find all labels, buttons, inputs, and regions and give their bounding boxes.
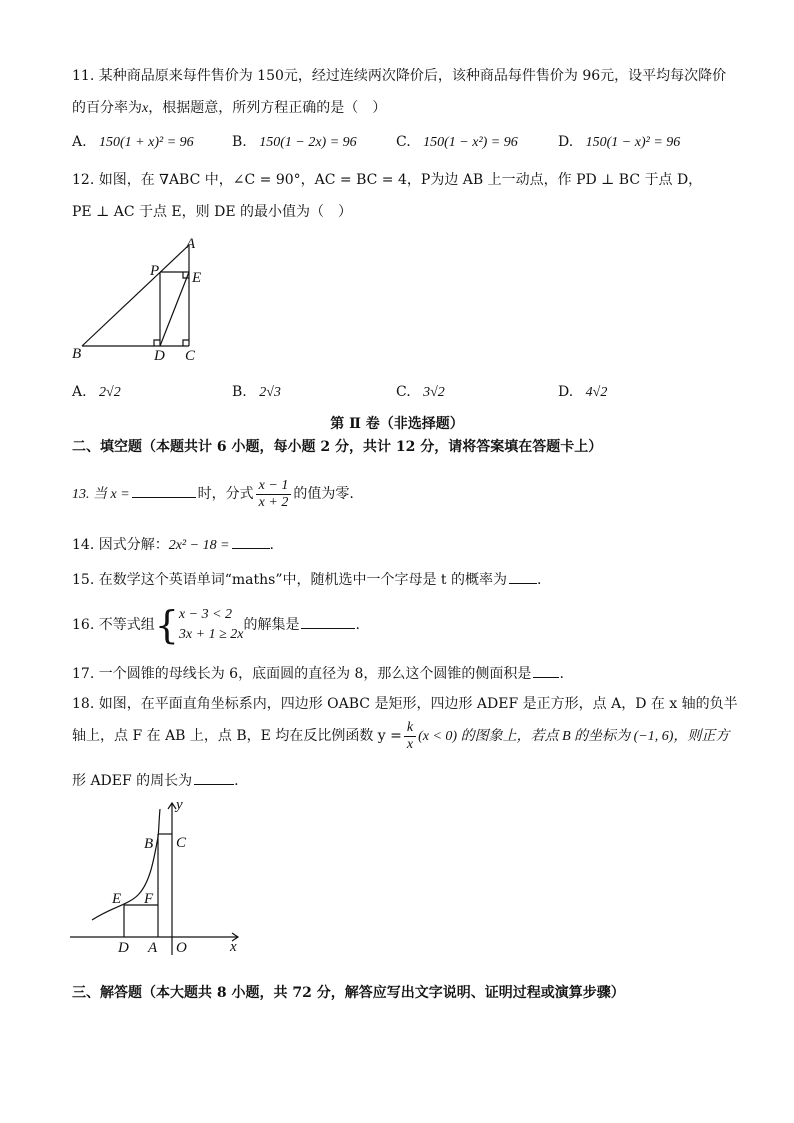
- q14: [72, 534, 734, 556]
- fraction-numerator: x − 1: [256, 478, 292, 495]
- q16-answer-blank[interactable]: [301, 614, 355, 629]
- q11-option-d: [558, 134, 680, 151]
- label-a: A: [148, 940, 158, 956]
- q13-mid: 时，分式: [197, 486, 254, 502]
- q11-line2-text-b: ，根据题意，所列方程正确的是（ ）: [148, 100, 387, 116]
- q12-option-c: [396, 384, 445, 401]
- q14-post: .: [269, 537, 274, 553]
- q18-line3-end: .: [234, 773, 239, 789]
- q14-expr: 2x² − 18 =: [168, 538, 230, 553]
- q18-line3-text: 形 ADEF 的周长为: [72, 773, 193, 789]
- q15-text: 15. 在数学这个英语单词“maths”中，随机选中一个字母是 t 的概率为: [72, 572, 508, 588]
- q18-coordinate-figure: [66, 795, 256, 965]
- q11-option-c: [396, 134, 518, 151]
- label-d: D: [118, 940, 129, 956]
- q16-inequality-system: [155, 603, 244, 647]
- q17-answer-blank[interactable]: [533, 663, 559, 678]
- label-d: D: [154, 348, 165, 364]
- section2-heading: 二、填空题（本题共计 6 小题，每小题 2 分，共计 12 分，请将答案填在答题卡上）: [72, 439, 603, 455]
- option-letter: D.: [558, 384, 574, 400]
- q14-answer-blank[interactable]: [232, 534, 270, 549]
- q15-answer-blank[interactable]: [509, 569, 537, 584]
- option-letter: C.: [396, 384, 411, 400]
- option-expr: 2√2: [99, 385, 121, 400]
- q12-triangle-figure: [68, 234, 228, 364]
- q17: [72, 663, 734, 684]
- label-b: B: [72, 346, 82, 362]
- q18-fraction: [404, 720, 416, 753]
- option-expr: 3√2: [423, 385, 445, 400]
- q13-pre: 13. 当 x =: [72, 487, 130, 502]
- option-letter: A.: [72, 134, 87, 150]
- q11-option-a: [72, 134, 194, 151]
- q11-line2: [72, 98, 734, 119]
- q17-post: .: [559, 666, 564, 682]
- q16: [72, 603, 734, 647]
- option-expr: 150(1 − x²) = 96: [423, 135, 518, 150]
- q13: [72, 476, 734, 513]
- q12-option-a: [72, 384, 121, 401]
- q13-post: 的值为零.: [293, 486, 354, 502]
- fraction-numerator: k: [404, 720, 416, 737]
- option-letter: C.: [396, 134, 411, 150]
- option-letter: B.: [232, 384, 247, 400]
- label-c: C: [176, 835, 187, 851]
- q13-fraction: [256, 478, 292, 511]
- q12-option-d: [558, 384, 607, 401]
- q18-line2: [72, 718, 734, 755]
- q12-line2: PE ⊥ AC 于点 E，则 DE 的最小值为（ ）: [72, 204, 352, 220]
- q11-line2-text-a: 的百分率为: [72, 100, 142, 116]
- q18-line2-b: (x < 0) 的图象上，若点 B 的坐标为 (−1, 6)，则正方: [418, 729, 730, 744]
- section3-heading: 三、解答题（本大题共 8 小题，共 72 分，解答应写出文字说明、证明过程或演算步骤）: [72, 985, 625, 1001]
- q11-line1: 11. 某种商品原来每件售价为 150元，经过连续两次降价后，该种商品每件售价为 96元，设平均每次降价: [72, 68, 727, 84]
- axis-x-label: x: [230, 939, 237, 955]
- fraction-denominator: x: [406, 736, 414, 752]
- q17-text: 17. 一个圆锥的母线长为 6，底面圆的直径为 8，那么这个圆锥的侧面积是: [72, 666, 532, 682]
- q16-pre: 16. 不等式组: [72, 617, 155, 633]
- system-rows: [179, 605, 244, 645]
- label-e: E: [112, 891, 122, 907]
- q18-line1: 18. 如图，在平面直角坐标系内，四边形 OABC 是矩形，四边形 ADEF 是正方形，点 A，D 在 x 轴的负半: [72, 696, 738, 712]
- q18-line3: [72, 770, 734, 791]
- q18-answer-blank[interactable]: [194, 770, 234, 785]
- option-expr: 150(1 − x)² = 96: [585, 135, 681, 150]
- q12-line1: 12. 如图，在 ∇ABC 中，∠C = 90°，AC = BC = 4，P为边 AB 上一动点，作 PD ⊥ BC 于点 D，: [72, 172, 703, 188]
- label-b: B: [144, 836, 154, 852]
- q11-variable: x: [142, 101, 149, 116]
- q11-option-b: [232, 134, 357, 151]
- q18-line2-a: 轴上，点 F 在 AB 上，点 B，E 均在反比例函数 y =: [72, 728, 402, 744]
- q16-end: .: [355, 617, 360, 633]
- q16-post: 的解集是: [243, 617, 300, 633]
- label-c: C: [185, 348, 196, 364]
- q13-answer-blank[interactable]: [132, 483, 196, 498]
- volume-title: 第 Ⅱ 卷（非选择题）: [330, 416, 464, 432]
- system-row-1: x − 3 < 2: [178, 607, 233, 622]
- q12-option-b: [232, 384, 281, 401]
- label-p: P: [150, 263, 160, 279]
- axis-y-label: y: [176, 797, 183, 813]
- q14-pre: 14. 因式分解：: [72, 537, 169, 553]
- fraction-denominator: x + 2: [258, 494, 289, 510]
- label-o: O: [176, 940, 187, 956]
- q15: [72, 569, 734, 590]
- option-letter: B.: [232, 134, 247, 150]
- q15-post: .: [537, 572, 542, 588]
- option-expr: 150(1 − 2x) = 96: [259, 135, 357, 150]
- option-letter: D.: [558, 134, 574, 150]
- label-e: E: [192, 270, 202, 286]
- option-letter: A.: [72, 384, 87, 400]
- brace-glyph: {: [154, 603, 179, 647]
- option-expr: 2√3: [259, 385, 281, 400]
- option-expr: 4√2: [585, 385, 608, 400]
- label-a: A: [186, 236, 196, 252]
- system-row-2: 3x + 1 ≥ 2x: [178, 627, 244, 642]
- option-expr: 150(1 + x)² = 96: [99, 135, 194, 150]
- label-f: F: [144, 891, 154, 907]
